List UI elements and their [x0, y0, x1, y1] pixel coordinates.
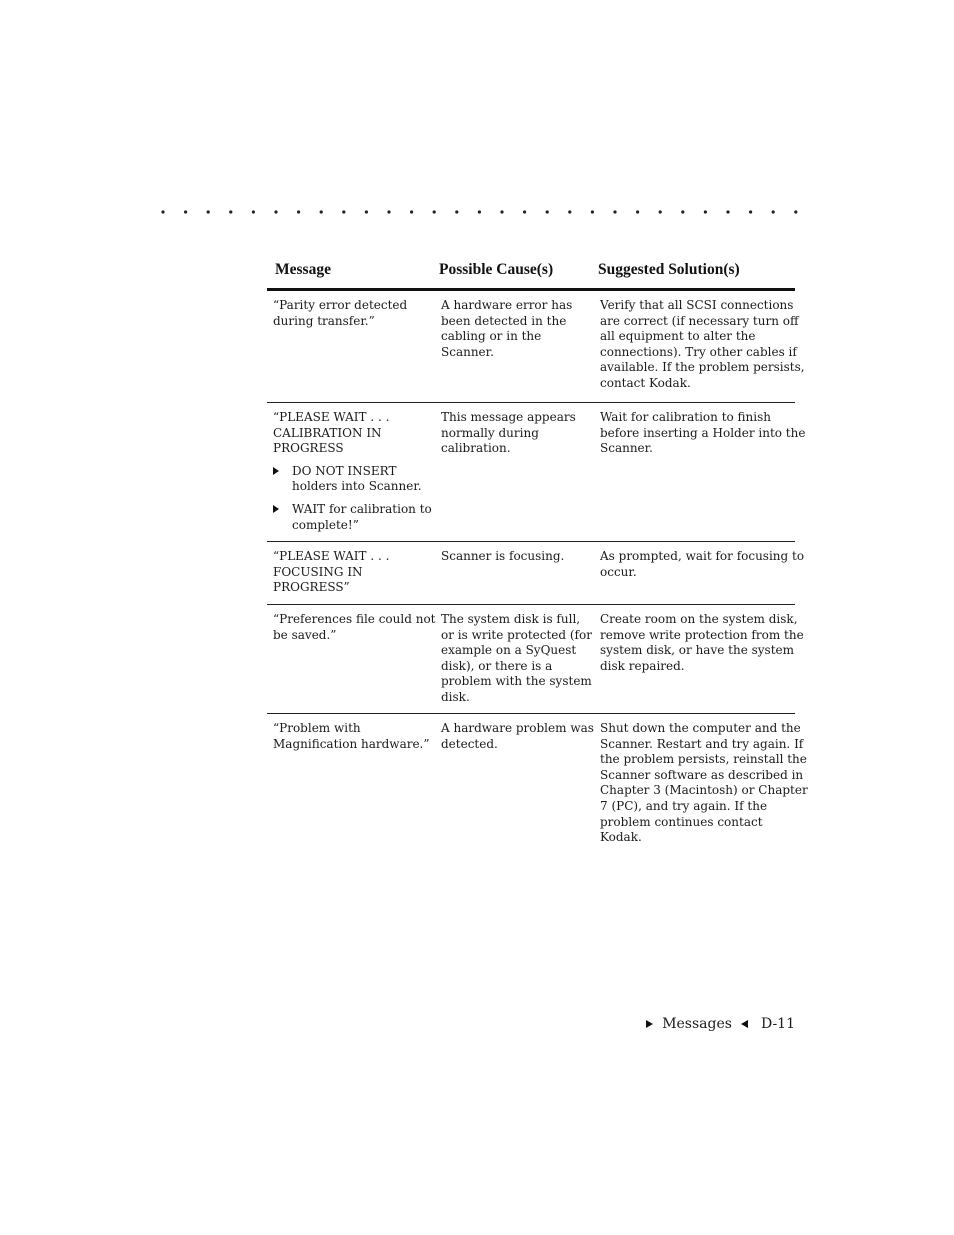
rule-dot: [681, 210, 684, 213]
rule-dot: [568, 210, 571, 213]
rule-dot: [478, 210, 481, 213]
solution-line: connections). Try other cables if: [600, 344, 797, 359]
solution-line: Create room on the system disk,: [600, 612, 798, 626]
header-possible-causes: Possible Cause(s): [439, 261, 554, 278]
solution-line: Kodak.: [600, 830, 642, 845]
rule-dot: [365, 210, 368, 213]
solution-line: contact Kodak.: [600, 375, 691, 390]
solution-cell: [600, 410, 806, 457]
solution-line: available. If the problem persists,: [600, 360, 805, 375]
rule-dot: [591, 210, 594, 213]
cause-line: This message appears: [441, 410, 576, 424]
message-cell: [273, 410, 432, 533]
header-suggested-solutions: Suggested Solution(s): [598, 261, 740, 278]
message-line: FOCUSING IN: [273, 564, 363, 579]
bullet-line: DO NOT INSERT: [292, 463, 397, 478]
table-row: [267, 605, 804, 714]
rule-dot: [274, 210, 277, 213]
rule-dot: [252, 210, 255, 213]
solution-line: problem continues contact: [600, 814, 763, 829]
message-line: PROGRESS”: [273, 580, 350, 595]
message-line: “PLEASE WAIT . . .: [273, 549, 390, 563]
message-line: during transfer.”: [273, 313, 375, 328]
cause-line: problem with the system: [441, 674, 592, 689]
solution-cell: [600, 612, 804, 674]
rule-dot: [749, 210, 752, 213]
solution-cell: [600, 549, 805, 580]
message-cell: [273, 549, 425, 596]
rule-dot: [704, 210, 707, 213]
solution-line: all equipment to alter the: [600, 329, 756, 344]
message-cell: [273, 721, 430, 752]
rule-dot: [207, 210, 210, 213]
cause-line: Scanner.: [441, 344, 494, 359]
cause-line: Scanner is focusing.: [441, 549, 565, 563]
cause-line: detected.: [441, 736, 498, 751]
solution-line: Scanner software as described in: [600, 767, 804, 782]
solution-line: Scanner. Restart and try again. If: [600, 736, 804, 751]
cause-line: A hardware error has: [441, 298, 573, 312]
dotted-rule-graphic: [155, 204, 800, 220]
cause-line: The system disk is full,: [441, 612, 581, 626]
message-line: “Preferences file could not: [273, 612, 436, 626]
bullet-item: [273, 464, 425, 495]
rule-dot: [613, 210, 616, 213]
rule-dot: [455, 210, 458, 213]
cause-cell: [441, 612, 592, 706]
rule-dot: [387, 210, 390, 213]
message-line: “Parity error detected: [273, 298, 408, 312]
rule-dot: [320, 210, 323, 213]
cause-line: A hardware problem was: [441, 721, 594, 735]
rule-dot: [794, 210, 797, 213]
rule-dot: [523, 210, 526, 213]
message-line: PROGRESS: [273, 441, 344, 456]
rule-dot: [229, 210, 232, 213]
solution-line: remove write protection from the: [600, 627, 804, 642]
solution-line: Shut down the computer and the: [600, 721, 801, 735]
rule-dot: [184, 210, 187, 213]
messages-table: [267, 258, 808, 854]
message-line: Magnification hardware.”: [273, 736, 430, 751]
bullet-line: WAIT for calibration to: [292, 501, 432, 516]
solution-line: before inserting a Holder into the: [600, 425, 806, 440]
message-cell: [273, 298, 425, 329]
solution-line: Scanner.: [600, 441, 653, 456]
cause-line: or is write protected (for: [441, 627, 592, 642]
bullet-item: [273, 501, 432, 533]
message-line: be saved.”: [273, 627, 337, 642]
rule-dot: [546, 210, 549, 213]
page-footer: [646, 1016, 795, 1032]
rule-dot: [161, 210, 164, 213]
bullet-triangle-icon: [273, 467, 279, 475]
table-row: [267, 291, 805, 403]
bullet-triangle-icon: [273, 505, 279, 513]
solution-line: disk repaired.: [600, 658, 685, 673]
triangle-left-icon: [741, 1020, 748, 1028]
footer-section-label: Messages: [662, 1016, 732, 1032]
cause-line: example on a SyQuest: [441, 643, 577, 658]
cause-line: cabling or in the: [441, 329, 542, 344]
message-line: CALIBRATION IN: [273, 425, 382, 440]
triangle-right-icon: [646, 1020, 653, 1028]
cause-line: been detected in the: [441, 313, 567, 328]
rule-dot: [636, 210, 639, 213]
cause-line: calibration.: [441, 441, 511, 456]
solution-cell: [600, 298, 805, 392]
cause-line: normally during: [441, 425, 539, 440]
cause-cell: [441, 549, 585, 565]
bullet-line: holders into Scanner.: [292, 479, 422, 494]
rule-dot: [410, 210, 413, 213]
rule-dot: [659, 210, 662, 213]
rule-dot: [772, 210, 775, 213]
solution-line: 7 (PC), and try again. If the: [600, 798, 768, 813]
message-cell: [273, 612, 436, 643]
table-row: [267, 542, 805, 605]
cause-line: disk.: [441, 689, 470, 704]
cause-cell: [441, 298, 585, 360]
rule-dot: [726, 210, 729, 213]
table-row: [267, 403, 806, 542]
solution-line: are correct (if necessary turn off: [600, 313, 799, 328]
message-line: “PLEASE WAIT . . .: [273, 410, 390, 424]
rule-dot: [342, 210, 345, 213]
dotted-rule: [155, 204, 800, 220]
rule-dot: [433, 210, 436, 213]
table-row: [267, 714, 808, 854]
rule-dot: [500, 210, 503, 213]
cause-line: disk), or there is a: [441, 658, 553, 673]
solution-cell: [600, 721, 808, 846]
solution-line: system disk, or have the system: [600, 643, 795, 658]
cause-cell: [441, 721, 594, 752]
solution-line: Wait for calibration to finish: [600, 410, 772, 424]
bullet-line: complete!”: [292, 517, 359, 532]
header-message: Message: [275, 261, 331, 278]
message-line: “Problem with: [273, 721, 361, 735]
solution-line: the problem persists, reinstall the: [600, 752, 807, 767]
solution-line: Chapter 3 (Macintosh) or Chapter: [600, 783, 808, 798]
solution-line: occur.: [600, 564, 637, 579]
rule-dot: [297, 210, 300, 213]
solution-line: As prompted, wait for focusing to: [600, 549, 805, 563]
table-header: [267, 258, 795, 291]
cause-cell: [441, 410, 585, 457]
solution-line: Verify that all SCSI connections: [600, 298, 794, 312]
footer-page-number: D-11: [760, 1016, 795, 1032]
